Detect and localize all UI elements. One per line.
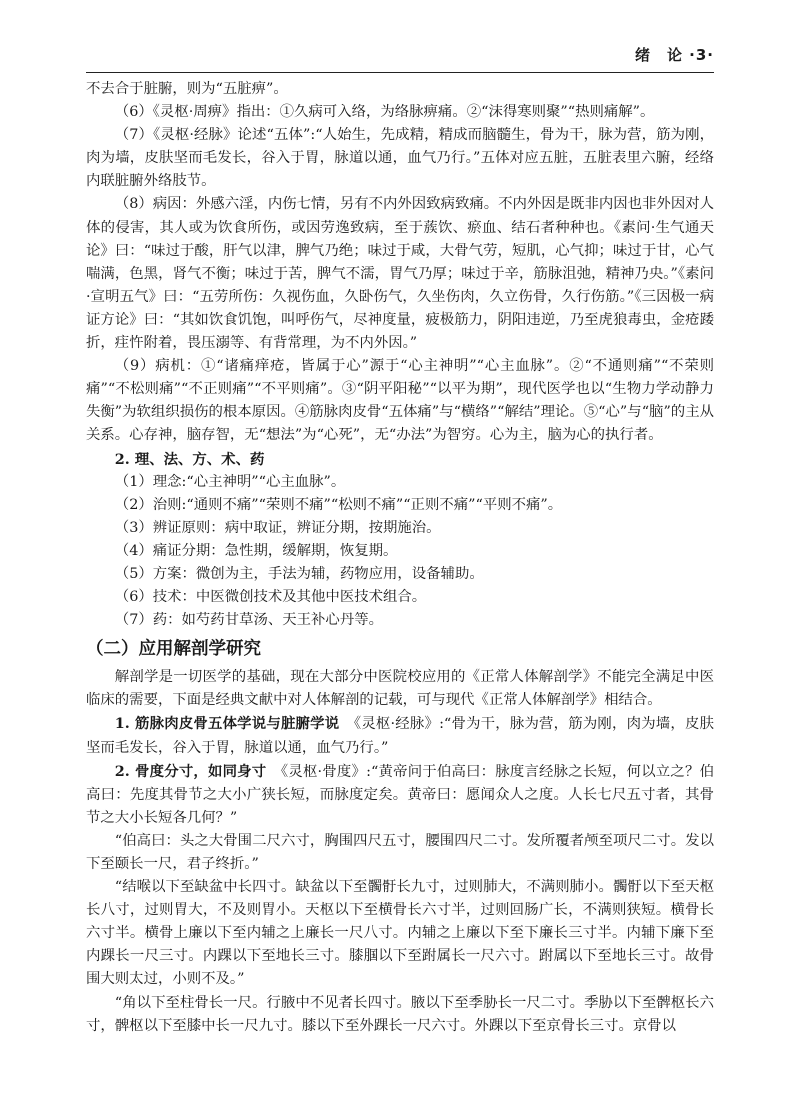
anatomy-item-1-text: 《灵枢·经脉》:“骨为干，脉为营，筋为刚，肉为墙，皮肤坚而毛发长，谷入于胃，脉道以通，血气乃行。”: [86, 716, 714, 756]
page-body: [86, 78, 714, 1038]
list-item-6: （6）技术：中医微创技术及其他中医技术组合。: [114, 589, 427, 606]
intro-paragraph: 解剖学是一切医学的基础，现在大部分中医院校应用的《正常人体解剖学》不能完全满足中医临床的需要，下面是经典文献中对人体解剖的记载，可与现代《正常人体解剖学》相结合。: [86, 669, 714, 709]
quote-paragraph-2: “结喉以下至缺盆中长四寸。缺盆以下至髑骬长九寸，过则肺大，不满则肺小。髑骬以下至天枢长八寸，过则胃大，不及则胃小。天枢以下至横骨长六寸半，过则回肠广长，不满则狭短。横骨长六寸半。横骨上廉以下至内辅之上廉长一尺八寸。内辅之上廉以下至下廉长三寸半。内辅下廉下至内踝长一尺三寸。内踝以下至地长三寸。膝腘以下至跗属长一尺六寸。跗属以下至地长三寸。故骨围大则太过，小则不及。”: [86, 879, 714, 988]
subsection-title-2: 2. 理、法、方、术、药: [114, 450, 265, 468]
paragraph-item-8: （8）病因：外感六淫，内伤七情，另有不内外因致病致痛。不内外因是既非内因也非外因对人体的侵害，其人或为饮食所伤，或因劳逸致病，至于蔟饮、瘀血、结石者种种也。《素问·生气通天论》曰：“味过于酸，肝气以津，脾气乃绝；味过于咸，大骨气劳，短肌，心气抑；味过于甘，心气喘满，色黑，肾气不衡；味过于苦，脾气不濡，胃气乃厚；味过于辛，筋脉沮弛，精神乃央。”《素问·宣明五气》曰：“五劳所伤：久视伤血，久卧伤气，久坐伤肉，久立伤骨，久行伤筋。”《三因极一病证方论》曰：“其如饮食饥饱，叫呼伤气，尽神度量，疲极筋力，阴阳违逆，乃至虎狼毒虫，金疮踒折，疰忤附着，畏压溺等、有背常理，为不内外因。”: [86, 196, 714, 352]
paragraph-item-7: （7）《灵枢·经脉》论述“五体”:“人始生，先成精，精成而脑髓生，骨为干，脉为营，筋为刚，肉为墙，皮肤坚而毛发长，谷入于胃，脉道以通，血气乃行。”五体对应五脏，五脏表里六腑，经络内联脏腑外络肢节。: [86, 127, 714, 190]
header-rule: [86, 72, 714, 73]
list-item-7: （7）药：如芍药甘草汤、天王补心丹等。: [114, 612, 383, 629]
list-item-1: （1）理念:“心主神明”“心主血脉”。: [114, 473, 346, 490]
anatomy-item-2-text: 《灵枢·骨度》:“黄帝问于伯高曰：脉度言经脉之长短，何以立之？伯高曰：先度其骨节之大小广狭长短，而脉度定矣。黄帝曰：愿闻众人之度。人长七尺五寸者，其骨节之大小长短各几何？”: [86, 763, 714, 826]
paragraph-item-9: （9）病机：①“诸痛痒疮，皆属于心”源于“心主神明”“心主血脉”。②“不通则痛”“不荣则痛”“不松则痛”“不正则痛”“不平则痛”。③“阴平阳秘”“以平为期”，现代医学也以“生物力学动静力失衡”为软组织损伤的根本原因。④筋脉肉皮骨“五体痛”与“横络”“解结”理论。⑤“心”与“脑”的主从关系。心存神，脑存智，无“想法”为“心死”，无“办法”为智穷。心为主，脑为心的执行者。: [86, 358, 714, 444]
anatomy-item-1-title: 1. 筋脉肉皮骨五体学说与脏腑学说: [114, 715, 340, 733]
anatomy-item-2-title: 2. 骨度分寸，如同身寸: [114, 762, 267, 780]
quote-paragraph-3: “角以下至柱骨长一尺。行腋中不见者长四寸。腋以下至季胁长一尺二寸。季胁以下至髀枢长六寸，髀枢以下至膝中长一尺九寸。膝以下至外踝长一尺六寸。外踝以下至京骨长三寸。京骨以: [86, 994, 714, 1034]
running-header: 绪 论 ·3·: [634, 46, 714, 64]
list-item-4: （4）痛证分期：急性期，缓解期，恢复期。: [114, 542, 398, 559]
section-heading: （二）应用解剖学研究: [86, 639, 261, 660]
list-item-5: （5）方案：微创为主，手法为辅，药物应用，设备辅助。: [114, 565, 484, 582]
list-item-2: （2）治则:“通则不痛”“荣则不痛”“松则不痛”“正则不痛”“平则不痛”。: [114, 496, 563, 513]
paragraph-item-6: （6）《灵枢·周痹》指出：①久病可入络，为络脉痹痛。②“沫得寒则聚”“热则痛解”。: [114, 104, 655, 121]
list-item-3: （3）辨证原则：病中取证，辨证分期，按期施治。: [114, 519, 441, 536]
paragraph-continued: 不去合于脏腑，则为“五脏痹”。: [86, 81, 288, 97]
quote-paragraph-1: “伯高曰：头之大骨围二尺六寸，胸围四尺五寸，腰围四尺二寸。发所覆者颅至项尺二寸。发以下至颐长一尺，君子终折。”: [86, 832, 714, 872]
anatomy-item-2: [86, 760, 714, 830]
anatomy-item-1: [86, 712, 714, 759]
